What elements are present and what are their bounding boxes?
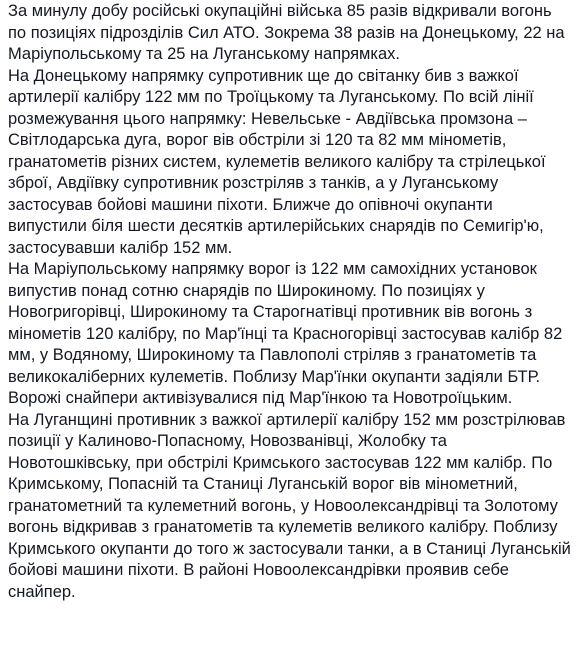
post-paragraph-donetsk: На Донецькому напрямку супротивник ще до світанку бив з важкої артилерії калібру 122 мм по Троїцькому та Луганському. По всій лінії розмежування цього напрямку: Невельське - Авдіївська промзона – Світлодарська дуга, ворог вів обстріли зі 120 та 82 мм мінометів, гранатометів різних систем, кулеметів великого калібру та стрілецької зброї, Авдіївку супротивник розстріляв з танків, а у Луганському застосував бойові машини піхоти. Ближче до опівночі окупанти випустили біля шести десятків артилерійських снарядів по Семигір'ю, застосувавши калібр 152 мм. <box>8 66 546 257</box>
post-paragraph-summary: За минулу добу російські окупаційні війська 85 разів відкривали вогонь по позиціях підрозділів Сил АТО. Зокрема 38 разів на Донецькому, 22 на Маріупольському та 25 на Луганському напрямках. <box>8 2 565 63</box>
post-paragraph-luhansk: На Луганщині противник з важкої артилерії калібру 152 мм розстрілював позиції у Калиново-Попасному, Новозванівці, Жолобку та Новотошківську, при обстрілі Кримського застосував 122 мм калібр. По Кримському, Попасній та Станиці Луганській ворог вів мінометний, гранатометний та кулеметний вогонь, у Новоолександрівці та Золотому вогонь відкривав з гранатометів та кулеметів великого калібру. Поблизу Кримського окупанти до того ж застосували танки, а в Станиці Луганській бойові машини піхоти. В районі Новоолександрівки проявив себе снайпер. <box>8 410 571 601</box>
post-paragraph-mariupol: На Маріупольському напрямку ворог із 122 мм самохідних установок випустив понад сотню снарядів по Широкиному. По позиціях у Новогригорівці, Широкиному та Старогнатівці противник вів вогонь з мінометів 120 калібру, по Мар'їнці та Красногорівці застосував калібр 82 мм, у Водяному, Широкиному та Павлополі стріляв з гранатометів та великокаліберних кулеметів. Поблизу Мар'їнки окупанти задіяли БТР. Ворожі снайпери активізувалися під Мар'їнкою та Новотроїцьким. <box>8 260 563 407</box>
